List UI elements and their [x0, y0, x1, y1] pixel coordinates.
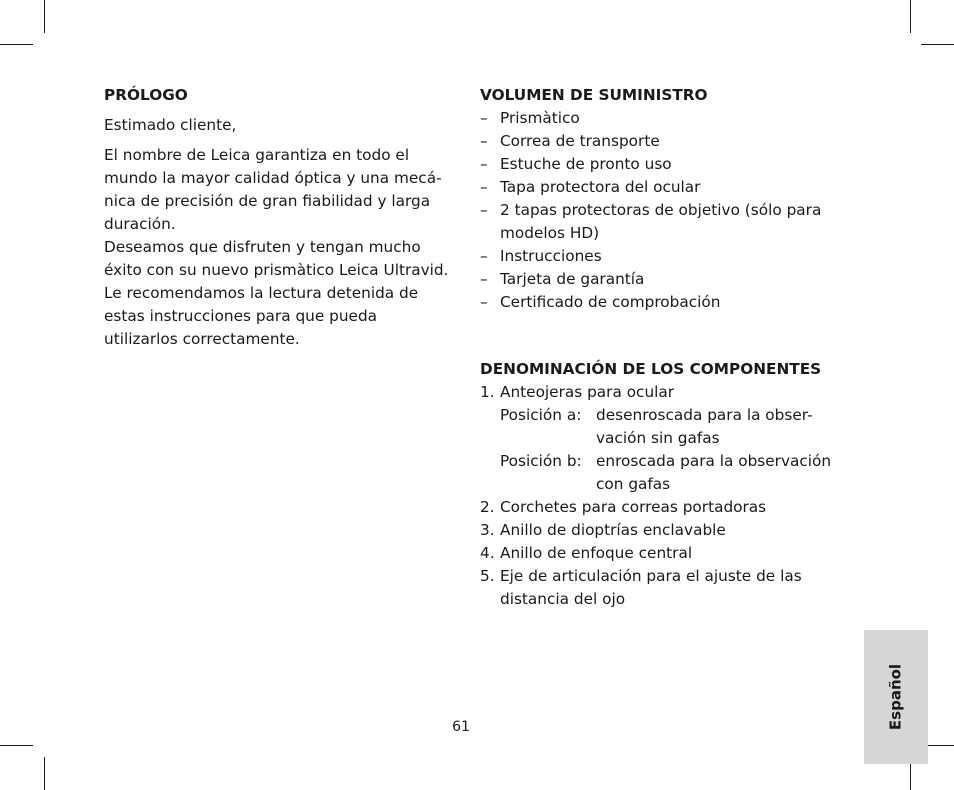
position-row	[480, 450, 840, 496]
prologue-paragraph: Le recomendamos la lectura detenida de estas instrucciones para que pueda utilizarlos correctamente.	[104, 284, 419, 348]
list-item-text: Tarjeta de garantía	[500, 270, 645, 288]
list-item	[480, 176, 840, 199]
components-list	[480, 381, 840, 404]
position-text: desenroscada para la obser-vación sin gafas	[596, 406, 813, 447]
bullet-dash: –	[480, 293, 488, 311]
crop-mark	[910, 0, 911, 33]
bullet-dash: –	[480, 155, 488, 173]
item-number: 5.	[480, 567, 495, 585]
prologue-paragraph: El nombre de Leica garantiza en todo el mundo la mayor calidad óptica y una mecá-nica de precisión de gran fiabilidad y larga duración.	[104, 146, 442, 233]
item-number: 3.	[480, 521, 495, 539]
list-item-text: Prismàtico	[500, 109, 580, 127]
crop-mark	[0, 745, 33, 746]
prologue-paragraph: Deseamos que disfruten y tengan mucho éxito con su nuevo prismàtico Leica Ultravid.	[104, 238, 449, 279]
bullet-dash: –	[480, 132, 488, 150]
list-item	[480, 542, 840, 565]
prologue-heading: PRÓLOGO	[104, 86, 188, 104]
language-tab-label: Español	[886, 663, 905, 731]
list-item	[480, 291, 840, 314]
list-item	[480, 268, 840, 291]
bullet-dash: –	[480, 201, 488, 219]
crop-mark	[0, 44, 33, 45]
list-item-text: Corchetes para correas portadoras	[500, 498, 767, 516]
left-column	[104, 84, 454, 351]
list-item	[480, 496, 840, 519]
position-label: Posición a:	[500, 406, 582, 424]
bullet-dash: –	[480, 270, 488, 288]
crop-mark	[44, 757, 45, 790]
list-item-text: Anillo de dioptrías enclavable	[500, 521, 726, 539]
list-item-text: Instrucciones	[500, 247, 602, 265]
item-number: 2.	[480, 498, 495, 516]
item-number: 1.	[480, 383, 495, 401]
page-number: 61	[452, 719, 470, 735]
list-item	[480, 153, 840, 176]
greeting: Estimado cliente,	[104, 116, 237, 134]
list-item-text: 2 tapas protectoras de objetivo (sólo para modelos HD)	[500, 201, 822, 242]
crop-mark	[44, 0, 45, 33]
bullet-dash: –	[480, 178, 488, 196]
item-number: 4.	[480, 544, 495, 562]
position-text: enroscada para la observación con gafas	[596, 452, 832, 493]
language-tab	[864, 630, 928, 764]
list-item-text: Estuche de pronto uso	[500, 155, 672, 173]
list-item-text: Eje de articulación para el ajuste de las distancia del ojo	[500, 567, 802, 608]
components-list	[480, 496, 840, 611]
list-item	[480, 519, 840, 542]
list-item-text: Anteojeras para ocular	[500, 383, 675, 401]
list-item	[480, 565, 840, 611]
right-column	[480, 84, 840, 611]
components-heading: DENOMINACIÓN DE LOS COMPONENTES	[480, 360, 822, 378]
list-item-text: Correa de transporte	[500, 132, 660, 150]
list-item-text: Certificado de comprobación	[500, 293, 721, 311]
list-item-text: Tapa protectora del ocular	[500, 178, 701, 196]
list-item	[480, 107, 840, 130]
position-row	[480, 404, 840, 450]
list-item	[480, 199, 840, 245]
bullet-dash: –	[480, 109, 488, 127]
supply-heading: VOLUMEN DE SUMINISTRO	[480, 86, 708, 104]
list-item	[480, 130, 840, 153]
bullet-dash: –	[480, 247, 488, 265]
supply-list	[480, 107, 840, 314]
crop-mark	[921, 44, 954, 45]
list-item	[480, 245, 840, 268]
position-label: Posición b:	[500, 452, 582, 470]
list-item-text: Anillo de enfoque central	[500, 544, 693, 562]
list-item	[480, 381, 840, 404]
